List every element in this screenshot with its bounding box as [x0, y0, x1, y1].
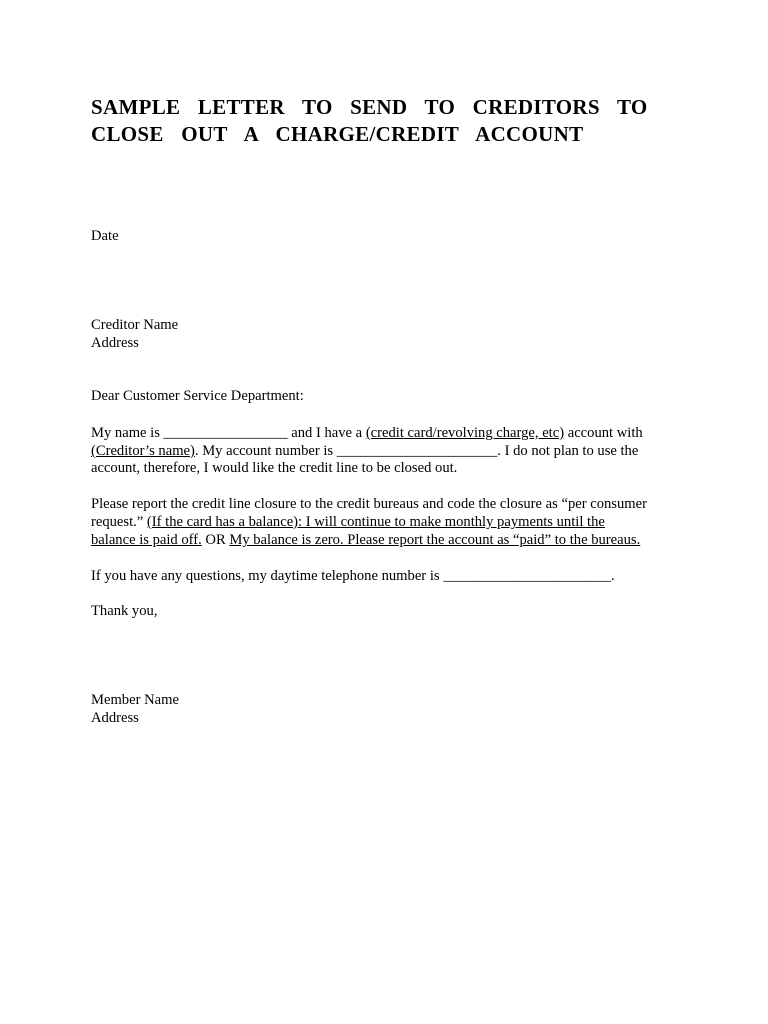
para1-line1 — [91, 424, 643, 442]
date-label: Date — [91, 228, 119, 244]
para1-line1-text-a: My name is _________________ and I have a — [91, 425, 366, 441]
para1-line2-text: . My account number is ______________________. I do not plan to use the — [194, 443, 639, 459]
or-text: OR — [201, 532, 230, 548]
account-type-underlined: (credit card/revolving charge, etc) — [365, 425, 565, 441]
para2-line1: Please report the credit line closure to the credit bureaus and code the closure as “per consumer — [91, 496, 647, 512]
creditor-name-underlined: (Creditor’s name) — [91, 443, 195, 459]
creditor-name: Creditor Name — [91, 317, 179, 333]
para2-line2 — [91, 513, 605, 531]
title-line-2: CLOSE OUT A CHARGE/CREDIT ACCOUNT — [91, 122, 584, 146]
para2-line2-text: request.” — [91, 514, 147, 530]
para1-line1-text-b: account with — [564, 425, 643, 441]
paid-off-underlined: balance is paid off. — [91, 532, 202, 548]
para2-line3 — [91, 531, 640, 549]
salutation: Dear Customer Service Department: — [91, 388, 304, 404]
closing: Thank you, — [91, 603, 158, 619]
para1-line3: account, therefore, I would like the credit line to be closed out. — [91, 460, 458, 476]
member-address: Address — [91, 710, 139, 726]
member-name: Member Name — [91, 692, 179, 708]
title-line-1: SAMPLE LETTER TO SEND TO CREDITORS TO — [91, 95, 648, 119]
para1-line2 — [91, 442, 638, 460]
document-title — [91, 94, 671, 148]
zero-balance-underlined: My balance is zero. Please report the account as “paid” to the bureaus. — [229, 532, 641, 548]
balance-clause-underlined: (If the card has a balance): I will continue to make monthly payments until the — [146, 514, 605, 530]
creditor-address: Address — [91, 335, 139, 351]
phone-paragraph: If you have any questions, my daytime telephone number is _______________________. — [91, 568, 615, 584]
